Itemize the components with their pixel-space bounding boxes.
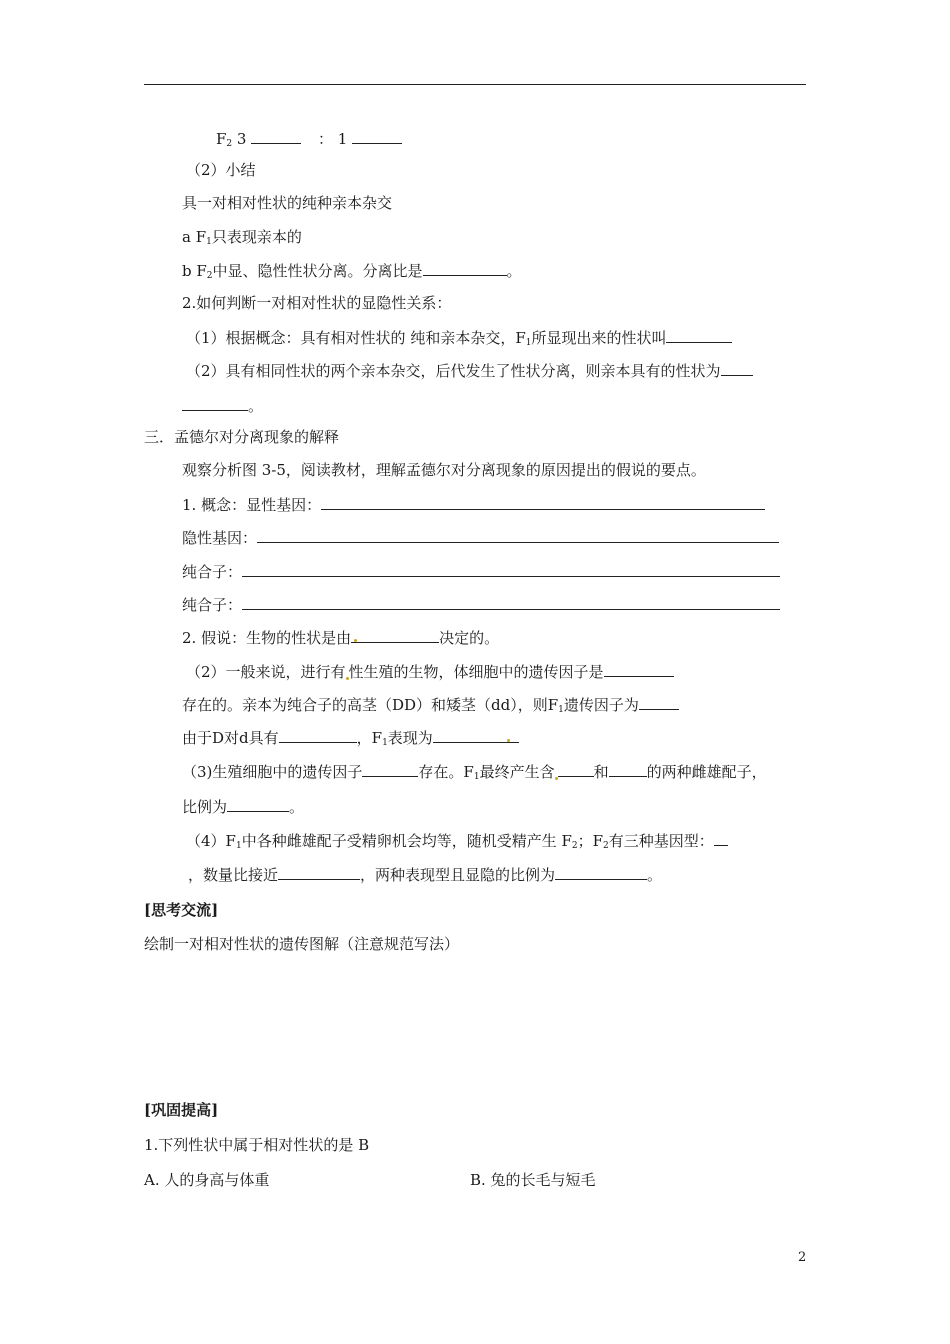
blank-2[interactable] <box>352 128 402 144</box>
summary-b <box>182 260 522 286</box>
blank-gamete-1[interactable] <box>558 761 594 777</box>
hypothesis-3 <box>182 761 767 787</box>
blank-genotypes[interactable] <box>714 830 728 846</box>
f2-label: F <box>216 130 227 148</box>
concept-dominant-label: 1. 概念：显性基因： <box>182 496 322 514</box>
hypothesis-3-ratio <box>182 796 304 817</box>
header-rule <box>144 84 806 85</box>
hypothesis-1-text: 2. 假说：生物的性状是由 <box>182 629 352 647</box>
hypothesis-3-d: 和 <box>593 763 609 781</box>
blank-trait-a[interactable] <box>721 360 753 376</box>
think-exchange-text: 绘制一对相对性状的遗传图解（注意规范写法） <box>144 935 460 953</box>
hypothesis-1 <box>182 627 499 648</box>
hypothesis-4-e: ： <box>698 832 714 850</box>
hypothesis-3-e: 的两种雌雄配子， <box>646 763 767 781</box>
hypothesis-2-text: （2）一般来说，进行有 <box>186 663 346 681</box>
hypothesis-4 <box>186 830 728 856</box>
f2-ratio-line <box>216 128 402 154</box>
hypothesis-2-cont <box>182 694 679 720</box>
f1-subscript: 1 <box>473 772 480 782</box>
f1-phenotype-text: 表现为 <box>387 729 433 747</box>
option-b: B. 兔的长毛与短毛 <box>470 1171 596 1189</box>
ratio-end: 。 <box>289 798 305 816</box>
blank-dominant[interactable] <box>666 327 732 343</box>
hypothesis-1-end: 决定的。 <box>439 629 500 647</box>
blank-homozygote-2[interactable] <box>242 594 780 610</box>
concept-dominant <box>182 494 765 515</box>
hypothesis-2 <box>186 661 674 682</box>
hypothesis-3-c: 最终产生含 <box>479 763 555 781</box>
concept-homozygote-label-2: 纯合子： <box>182 596 243 614</box>
ratio-text: 比例为 <box>182 798 228 816</box>
q2-1-text: （1）根据概念：具有相对性状的 纯和亲本杂交，F <box>186 329 526 347</box>
question-2-heading: 2.如何判断一对相对性状的显隐性关系： <box>182 294 452 312</box>
section-consolidate: [巩固提高] <box>144 1101 219 1119</box>
blank-factor[interactable] <box>351 627 439 643</box>
q2-2-text: （2）具有相同性状的两个亲本杂交，后代发生了性状分离，则亲本具有的性状为 <box>186 362 721 380</box>
dominance-text: 由于D对d具有 <box>182 729 279 747</box>
question-1: 1.下列性状中属于相对性状的是 B <box>144 1136 370 1154</box>
blank-ratio[interactable] <box>423 260 507 276</box>
hypothesis-4-cont-c: 。 <box>647 866 663 884</box>
question-2-1 <box>186 327 732 353</box>
summary-heading: （2）小结 <box>186 161 256 179</box>
hypothesis-4-c: ；F <box>577 832 604 850</box>
f1-subscript: 1 <box>206 237 212 247</box>
blank-gamete-ratio[interactable] <box>227 796 289 812</box>
blank-genotype-ratio[interactable] <box>278 864 360 880</box>
hypothesis-4-text: （4）F <box>186 832 236 850</box>
summary-text: 具一对相对性状的纯种亲本杂交 <box>182 194 393 212</box>
blank-f1-phenotype[interactable] <box>433 727 519 743</box>
section-3-intro: 观察分析图 3-5，阅读教材，理解孟德尔对分离现象的原因提出的假说的要点。 <box>182 461 706 479</box>
hypothesis-3-text: （3)生殖细胞中的遗传因子 <box>182 763 363 781</box>
hypothesis-4-cont <box>188 864 662 885</box>
blank-1[interactable] <box>251 128 301 144</box>
dot-mark <box>555 777 558 780</box>
f1-subscript: 1 <box>558 705 564 715</box>
question-2-2-cont <box>182 395 263 416</box>
section-3-heading: 三．孟德尔对分离现象的解释 <box>144 428 340 446</box>
f2-subscript: 2 <box>571 841 578 851</box>
q2-2-end: 。 <box>248 397 264 415</box>
summary-b-end: 。 <box>506 262 522 280</box>
blank-gamete-2[interactable] <box>609 761 647 777</box>
hypothesis-4-d: 有三种基因型 <box>608 832 699 850</box>
blank-dominance[interactable] <box>279 727 357 743</box>
blank-f1-factor[interactable] <box>639 694 679 710</box>
concept-recessive-label: 隐性基因： <box>182 529 258 547</box>
f1-text: ，F <box>356 729 383 747</box>
concept-homozygote-1 <box>182 561 780 582</box>
summary-b-text: b F <box>182 262 207 280</box>
concept-homozygote-2 <box>182 594 780 615</box>
f2-subscript: 2 <box>206 271 213 281</box>
concept-homozygote-label-1: 纯合子： <box>182 563 243 581</box>
blank-separate[interactable] <box>362 761 418 777</box>
question-2-2 <box>186 360 753 381</box>
f2-subscript: 2 <box>603 841 609 851</box>
blank-dominant-gene[interactable] <box>321 494 765 510</box>
blank-homozygote-1[interactable] <box>242 561 780 577</box>
option-a: A. 人的身高与体重 <box>144 1171 270 1189</box>
f2-subscript: 2 <box>226 139 233 149</box>
hypothesis-2-cont-rest: 遗传因子为 <box>563 696 639 714</box>
hypothesis-3-b: 存在。F <box>418 763 474 781</box>
hypothesis-2-rest: 性生殖的生物，体细胞中的遗传因子是 <box>348 663 604 681</box>
summary-a-text: a F <box>182 228 207 246</box>
blank-phenotype-ratio[interactable] <box>555 864 647 880</box>
concept-recessive <box>182 527 779 548</box>
section-think-exchange: [思考交流] <box>144 901 219 919</box>
ratio-1: ： 1 <box>313 130 353 148</box>
ratio-3: 3 <box>232 130 252 148</box>
page-number: 2 <box>798 1250 807 1265</box>
f1-subscript: 1 <box>235 841 242 851</box>
q2-1-rest: 所显现出来的性状叫 <box>531 329 667 347</box>
summary-a <box>182 227 302 252</box>
summary-b-rest: 中显、隐性性状分离。分离比是 <box>212 262 423 280</box>
f1-subscript: 1 <box>525 338 532 348</box>
f1-subscript: 1 <box>382 738 388 748</box>
blank-paired[interactable] <box>604 661 674 677</box>
hypothesis-4-cont-a: ，数量比接近 <box>188 866 279 884</box>
blank-trait-b[interactable] <box>182 395 248 411</box>
hypothesis-2-cont2 <box>182 727 519 753</box>
summary-a-rest: 只表现亲本的 <box>211 228 302 246</box>
hypothesis-4-cont-b: ，两种表现型且显隐的比例为 <box>360 866 556 884</box>
hypothesis-4-b: 中各种雌雄配子受精卵机会均等，随机受精产生 F <box>241 832 572 850</box>
hypothesis-2-cont-text: 存在的。亲本为纯合子的高茎（DD）和矮茎（dd），则F <box>182 696 559 714</box>
blank-recessive-gene[interactable] <box>257 527 779 543</box>
